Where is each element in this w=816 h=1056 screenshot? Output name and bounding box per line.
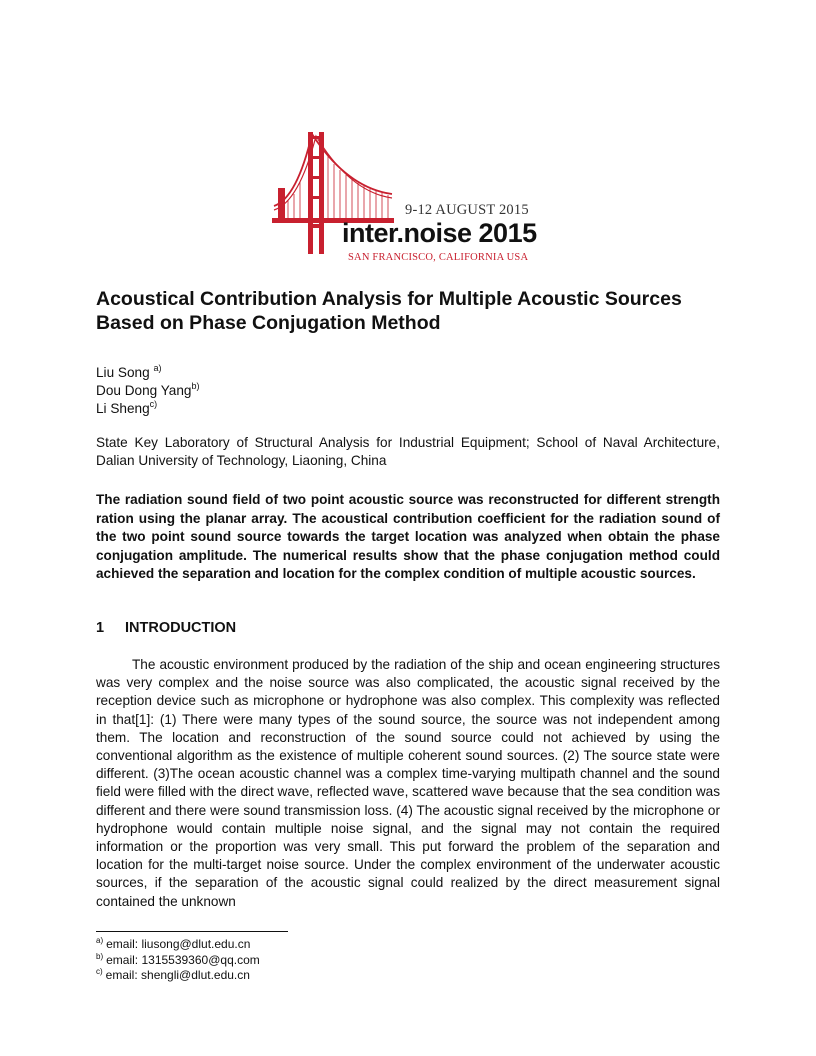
footnote-mark: c) <box>96 967 103 976</box>
body-paragraph: The acoustic environment produced by the radiation of the ship and ocean engineering structures was very complex and the noise source was also complicated, the acoustic signal received by the reception device such as microphone or hydrophone was also complex. This complexity was reflected in that[1]: (1) There were many types of the sound source, the source was not independent among them. The location and reconstruction of the sound source could not achieved by using the conventional algorithm as the existence of multiple coherent sound sources. (2) The source state were different. (3)The ocean acoustic channel was a complex time-varying multipath channel and the sound field were filled with the direct wave, reflected wave, scattered wave because that the sea condition was different and there were sound transmission loss. (4) The acoustic signal received by the microphone or hydrophone would contain multiple noise signal, and the signal may not contain the required information or the proportion was very small. This put forward the problem of the separation and location for the multi-target noise source. Under the complex environment of the underwater acoustic sources, if the separation of the acoustic signal could realized by the direct measurement signal contained the unknown <box>96 657 720 909</box>
paper-title: Acoustical Contribution Analysis for Multiple Acoustic Sources Based on Phase Conjugation Method <box>96 288 682 334</box>
footnote <box>96 937 260 953</box>
author <box>96 400 200 418</box>
author-footnote-mark: a) <box>153 363 162 373</box>
footnote-mark: b) <box>96 951 104 961</box>
conference-logo <box>272 128 547 268</box>
footnotes <box>96 937 260 984</box>
footnote <box>96 968 260 984</box>
footnote-mark: a) <box>96 936 104 945</box>
author-name: Dou Dong Yang <box>96 383 192 398</box>
footnote-text[interactable]: email: shengli@dlut.edu.cn <box>105 968 250 982</box>
author <box>96 382 200 400</box>
footnote-text[interactable]: email: liusong@dlut.edu.cn <box>106 937 251 951</box>
author-list <box>96 364 200 418</box>
footnote-text[interactable]: email: 1315539360@qq.com <box>106 952 260 967</box>
footnote <box>96 953 260 969</box>
author <box>96 364 200 382</box>
footnote-divider <box>96 931 288 932</box>
author-name: Li Sheng <box>96 401 150 416</box>
author-name: Liu Song <box>96 365 154 380</box>
section-heading <box>96 620 236 636</box>
author-footnote-mark: b) <box>191 381 200 391</box>
conference-name: inter.noise 2015 <box>342 218 537 248</box>
conference-location: SAN FRANCISCO, CALIFORNIA USA <box>348 252 529 263</box>
section-number: 1 <box>96 620 105 636</box>
section-title: INTRODUCTION <box>125 620 237 636</box>
conference-date: 9-12 AUGUST 2015 <box>405 202 529 218</box>
author-footnote-mark: c) <box>149 399 158 409</box>
affiliation: State Key Laboratory of Structural Analysis for Industrial Equipment; School of Naval Architecture, Dalian University of Technology, Liaoning, China <box>96 435 720 468</box>
abstract: The radiation sound field of two point acoustic source was reconstructed for different strength ration using the planar array. The acoustical contribution coefficient for the radiation sound of the two point sound source towards the target location was analyzed when obtain the phase conjugation amplitude. The numerical results show that the phase conjugation method could achieved the separation and location for the complex condition of multiple acoustic sources. <box>96 492 720 581</box>
